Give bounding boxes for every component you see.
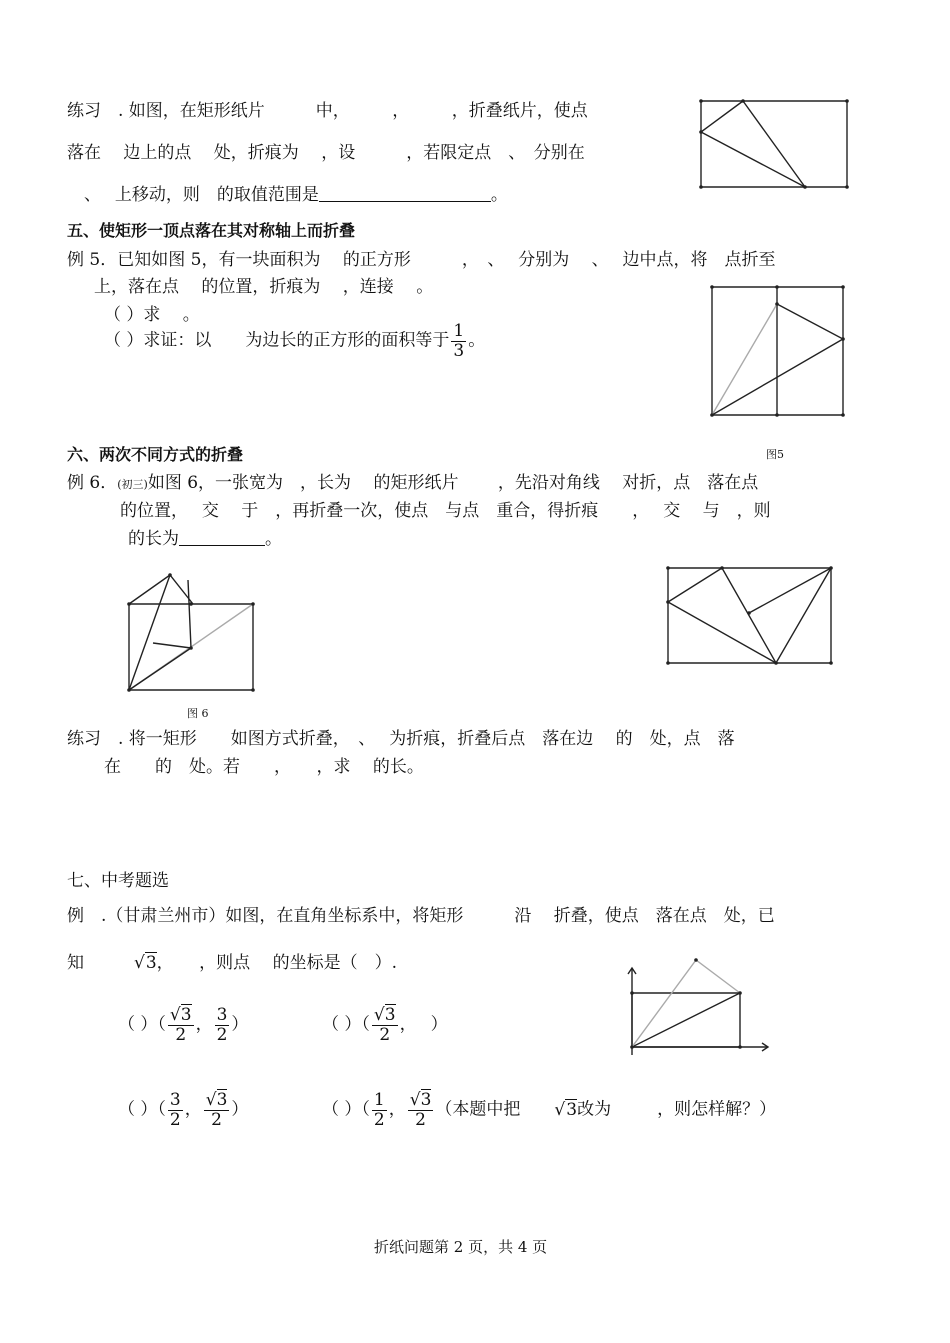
- option-c: （ ）（ $\frac{3}{2}$ ， $\frac{√3}{2}$ ）: [118, 1090, 249, 1130]
- figure-b-fold-left: [668, 568, 776, 663]
- figure-practice-b: [660, 562, 840, 670]
- practice-a-line-3-text: 、 上移动，则 的取值范围是: [67, 185, 319, 205]
- example-7-line-2: [67, 948, 397, 973]
- practice-b-line-1: 练习 . 将一矩形 如图方式折叠， 、 为折痕，折叠后点 落在边 的 处，点 落: [67, 729, 735, 749]
- section-6-heading: 六、两次不同方式的折叠: [67, 445, 244, 464]
- figure-6-fold-4: [153, 643, 191, 648]
- figure-a-fold-edge-2: [701, 132, 805, 187]
- figure-5-label: 图5: [766, 448, 784, 461]
- practice-a-line-2: 落在 边上的点 处，折痕为 ，设 ，若限定点 、 分别在: [67, 143, 585, 163]
- practice-b-line-2: 在 的 处。若 ， ，求 的长。: [104, 757, 424, 777]
- practice-a-line-1: 练习 . 如图，在矩形纸片 中， ， ，折叠纸片，使点: [67, 101, 588, 121]
- option-d: （ ）（ $\frac{1}{2}$ ， $\frac{√3}{2}$ （本题中把 √3改为 ，则怎样解？）: [322, 1090, 777, 1130]
- answer-blank: [319, 184, 491, 202]
- figure-6-label: 图 6: [187, 707, 209, 720]
- practice-a-line-3: [67, 180, 508, 205]
- figure-6: [122, 570, 262, 695]
- example-6-line-3-text: 的长为: [128, 529, 179, 549]
- example-6-line-3-end: 。: [265, 529, 282, 549]
- figure-coordinate: [600, 960, 775, 1060]
- example-5-line-1: 例 5．已知如图 5，有一块面积为 的正方形 ， 、 分别为 、 边中点，将 点折至: [67, 250, 776, 270]
- question-2-text: （ ）求证：以 为边长的正方形的面积等于: [104, 330, 450, 351]
- example-6-line-2: 的位置， 交 于 ，再折叠一次，使点 与点 重合，得折痕 ， 交 与 ，则: [120, 501, 771, 521]
- figure-5-light-line: [712, 304, 777, 415]
- answer-blank-6: [179, 528, 265, 546]
- option-a: （ ）（ $\frac{√3}{2}$ ， $\frac{3}{2}$ ）: [118, 1005, 249, 1045]
- example-6-grade: (初三): [117, 478, 148, 491]
- option-d-note: （本题中把: [435, 1099, 521, 1120]
- example-6-number: 例 6．: [67, 473, 118, 493]
- figure-b-fold-diagonal: [668, 602, 776, 663]
- example-6-line-1: [67, 468, 758, 493]
- example-5-question-1: （ ）求 。: [104, 305, 200, 325]
- practice-a-line-3-end: 。: [490, 185, 508, 205]
- question-2-end: 。: [468, 330, 486, 351]
- example-7-known: 知: [67, 953, 84, 973]
- page-footer: 折纸问题第 2 页，共 4 页: [374, 1238, 548, 1256]
- section-7-heading: 七、中考题选: [67, 871, 169, 891]
- example-5-line-2: 上，落在点 的位置，折痕为 ，连接 。: [94, 277, 434, 297]
- example-7-line-1: 例 .（甘肃兰州市）如图，在直角坐标系中，将矩形 沿 折叠，使点 落在点 处，已: [67, 906, 775, 926]
- figure-b-fold-right: [776, 568, 831, 663]
- option-b: （ ）（ $\frac{√3}{2}$ ， ）: [322, 1005, 448, 1045]
- figure-6-fold-2: [129, 575, 170, 690]
- fraction-one-third: $\frac{1}{3}$: [453, 321, 465, 361]
- example-5-question-2: [104, 322, 485, 360]
- coordinate-diagonal: [632, 993, 740, 1047]
- figure-5: [705, 282, 850, 422]
- figure-a-fold-edge-1: [701, 101, 743, 132]
- example-6-line-3: [128, 524, 282, 549]
- example-7-question: ， ，则点 的坐标是（ ）.: [156, 953, 397, 973]
- example-6-text: 如图 6，一张宽为 ，长为 的矩形纸片 ，先沿对角线 对折，点 落在点: [147, 473, 759, 493]
- sqrt-3: √3: [134, 953, 157, 973]
- figure-practice-a: [695, 96, 855, 192]
- coordinate-folded-triangle: [632, 960, 740, 1047]
- figure-a-crease: [743, 101, 805, 187]
- figure-6-fold-3: [129, 580, 191, 690]
- section-5-heading: 五、使矩形一顶点落在其对称轴上而折叠: [67, 221, 356, 240]
